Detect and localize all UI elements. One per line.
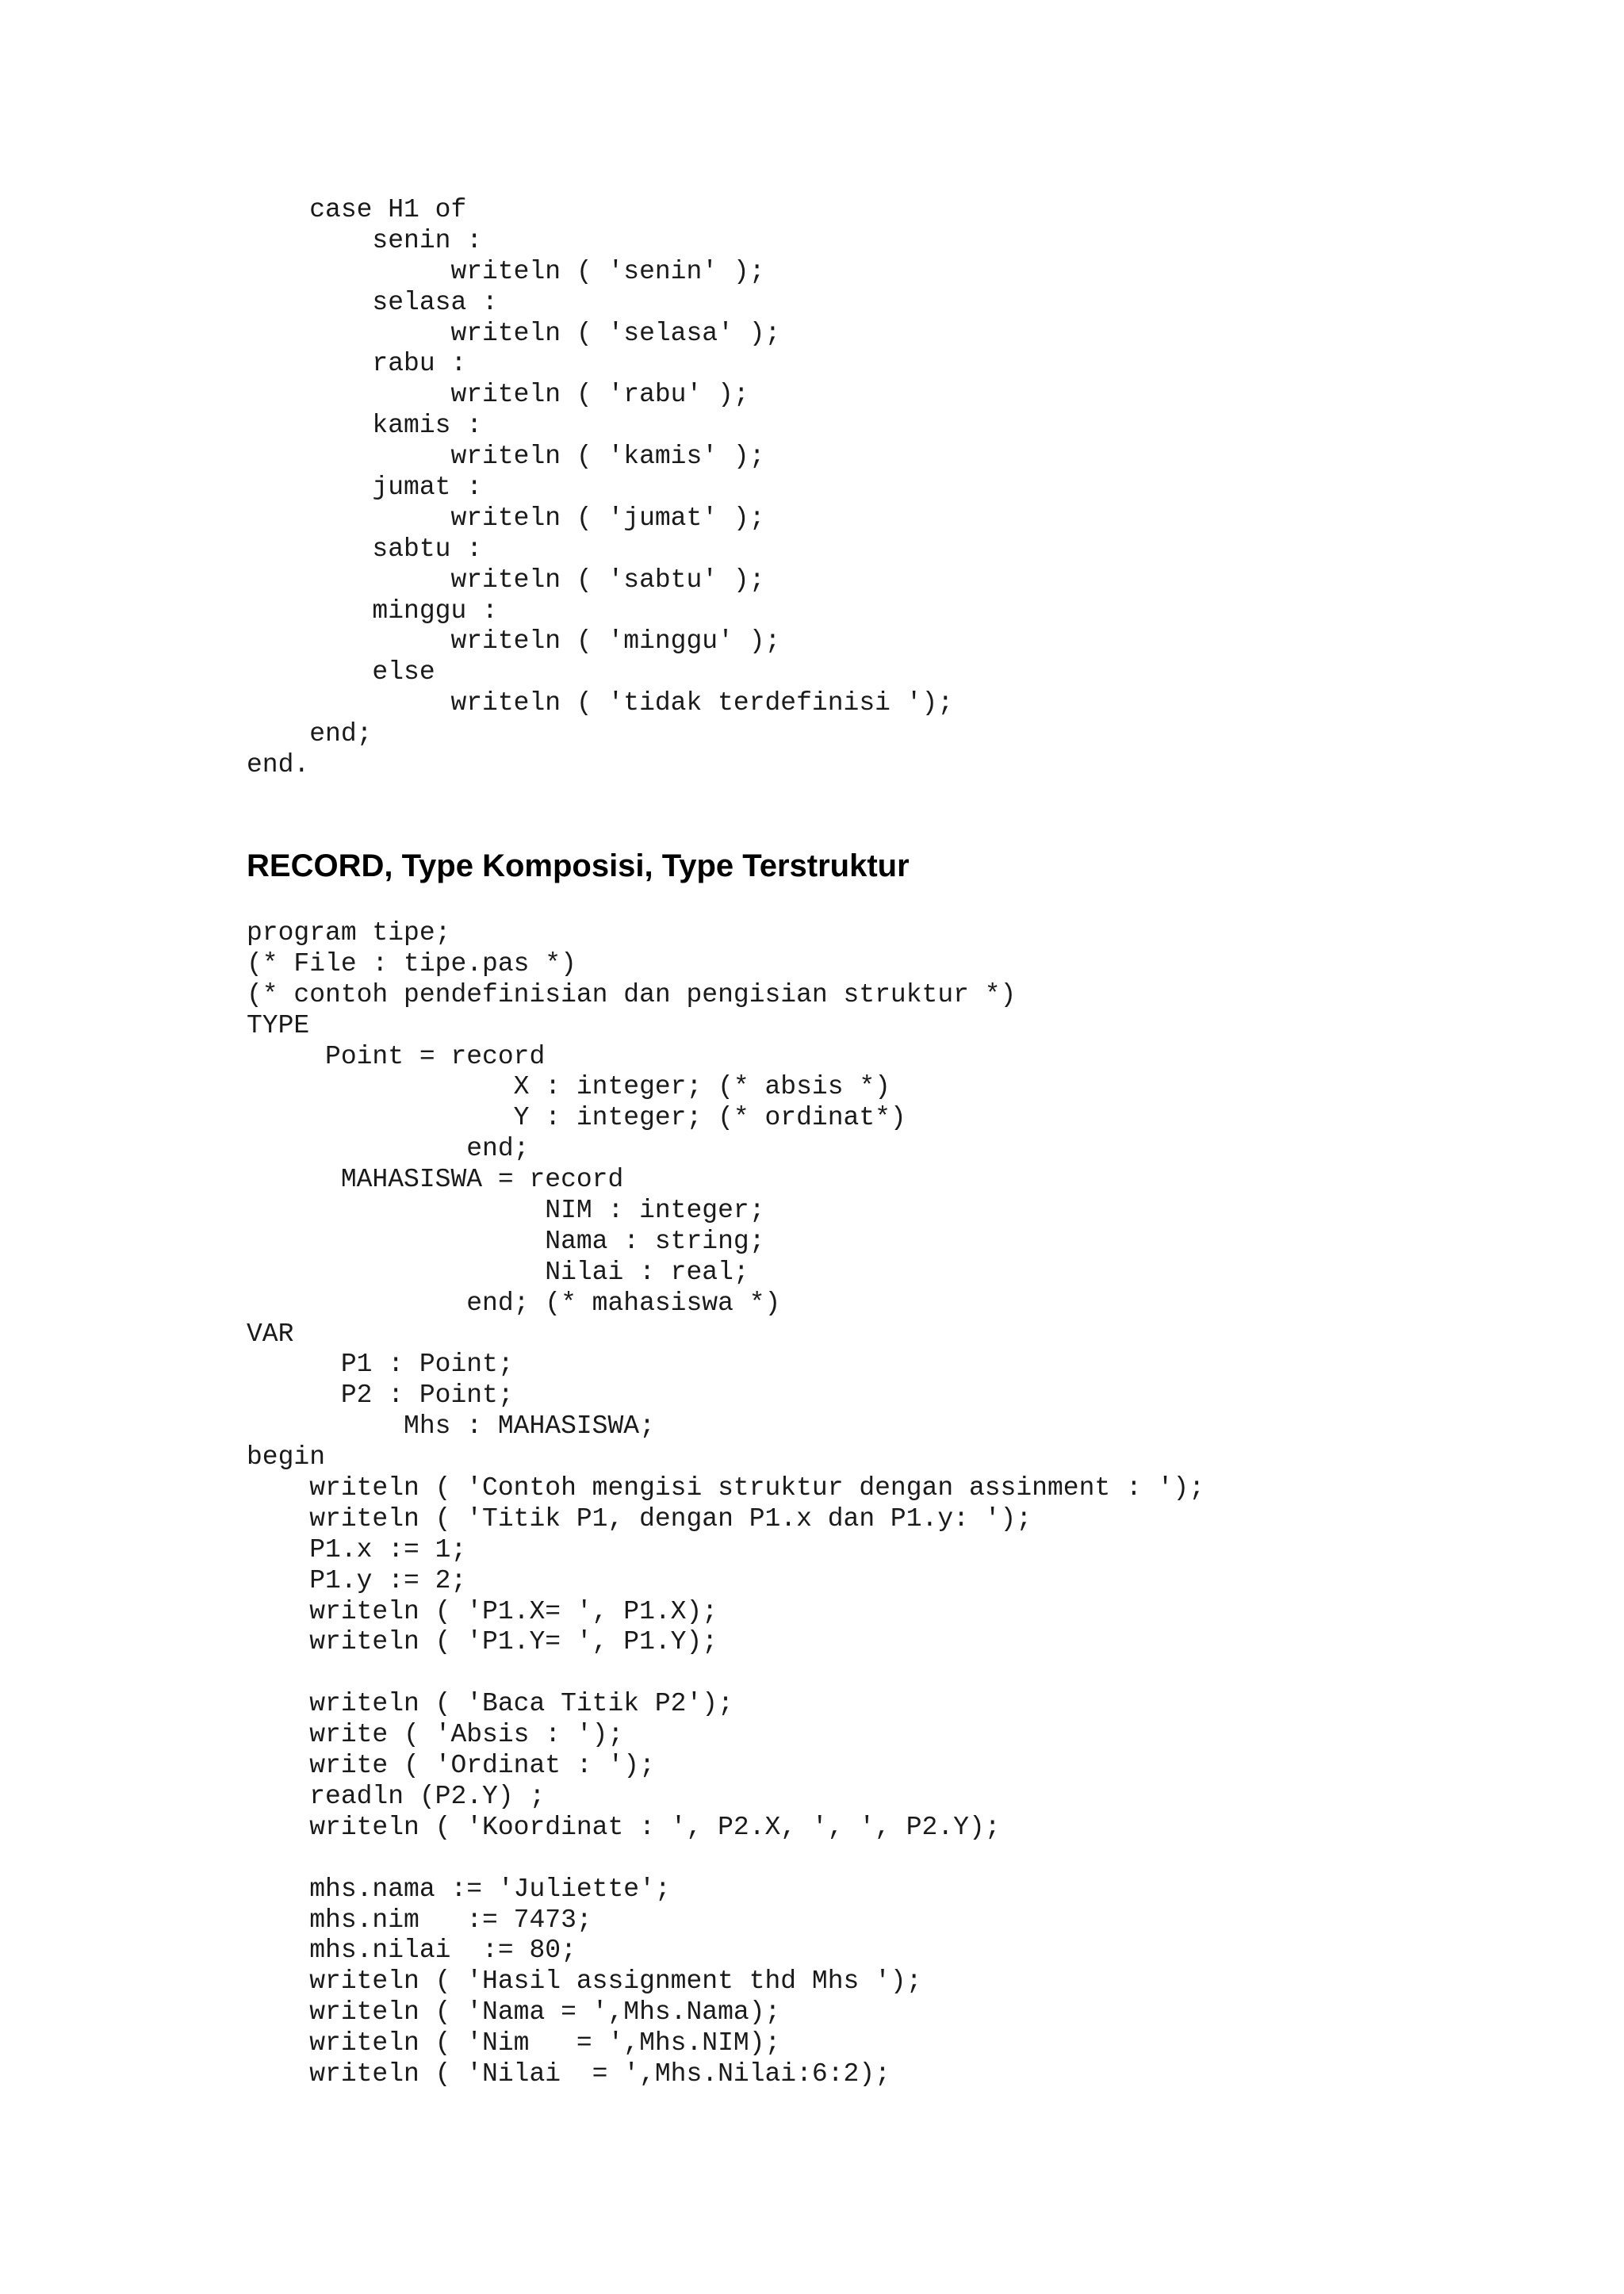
code-line: jumat :: [247, 473, 483, 503]
code-line: end;: [247, 719, 373, 749]
code-line: writeln ( 'selasa' );: [247, 318, 781, 348]
code-line: mhs.nilai := 80;: [247, 1936, 576, 1966]
code-line: writeln ( 'sabtu' );: [247, 565, 765, 595]
code-line: NIM : integer;: [247, 1196, 765, 1226]
code-line: readln (P2.Y) ;: [247, 1781, 546, 1811]
code-line: rabu :: [247, 349, 467, 379]
code-line: Nama : string;: [247, 1226, 765, 1256]
code-line: case H1 of: [247, 195, 467, 224]
code-line: P1.x := 1;: [247, 1534, 467, 1564]
code-line: writeln ( 'P1.X= ', P1.X);: [247, 1596, 718, 1626]
code-line: Mhs : MAHASISWA;: [247, 1411, 655, 1442]
code-line: minggu :: [247, 596, 498, 626]
code-line: write ( 'Ordinat : ');: [247, 1751, 655, 1781]
code-line: writeln ( 'Hasil assignment thd Mhs ');: [247, 1967, 922, 1997]
code-line: P2 : Point;: [247, 1381, 514, 1411]
code-line: sabtu :: [247, 534, 483, 564]
code-line: write ( 'Absis : ');: [247, 1720, 624, 1750]
code-line: P1 : Point;: [247, 1350, 514, 1380]
code-line: writeln ( 'P1.Y= ', P1.Y);: [247, 1627, 718, 1657]
code-line: end; (* mahasiswa *): [247, 1288, 781, 1318]
code-line: Nilai : real;: [247, 1257, 749, 1287]
code-line: end.: [247, 750, 310, 780]
code-line: program tipe;: [247, 918, 451, 948]
code-line: writeln ( 'Baca Titik P2');: [247, 1689, 733, 1719]
code-line: X : integer; (* absis *): [247, 1072, 891, 1102]
code-line: (* contoh pendefinisian dan pengisian struktur *): [247, 979, 1017, 1009]
code-line: writeln ( 'Nim = ',Mhs.NIM);: [247, 2028, 781, 2058]
code-line: writeln ( 'tidak terdefinisi ');: [247, 688, 954, 718]
code-line: mhs.nim := 7473;: [247, 1905, 592, 1935]
code-line: TYPE: [247, 1010, 310, 1040]
code-line: kamis :: [247, 411, 483, 441]
code-line: P1.y := 2;: [247, 1565, 467, 1595]
code-line: begin: [247, 1442, 326, 1473]
code-line: Point = record: [247, 1041, 546, 1071]
code-line: selasa :: [247, 287, 498, 317]
code-line: writeln ( 'Contoh mengisi struktur dengan assinment : ');: [247, 1473, 1205, 1503]
code-line: writeln ( 'Nama = ',Mhs.Nama);: [247, 1997, 781, 2028]
code-line: writeln ( 'senin' );: [247, 256, 765, 286]
code-line: writeln ( 'kamis' );: [247, 442, 765, 472]
code-block-record: [247, 918, 1205, 2090]
code-line: mhs.nama := 'Juliette';: [247, 1874, 671, 1904]
code-line: VAR: [247, 1319, 294, 1349]
code-line: writeln ( 'minggu' );: [247, 626, 781, 657]
code-line: else: [247, 657, 435, 687]
code-line: senin :: [247, 225, 483, 255]
code-line: (* File : tipe.pas *): [247, 948, 576, 978]
code-line: [247, 1844, 1205, 1875]
code-line: [247, 1658, 1205, 1689]
code-line: MAHASISWA = record: [247, 1165, 624, 1195]
code-line: Y : integer; (* ordinat*): [247, 1103, 906, 1133]
code-line: writeln ( 'Nilai = ',Mhs.Nilai:6:2);: [247, 2058, 891, 2089]
code-line: writeln ( 'rabu' );: [247, 380, 749, 410]
code-line: writeln ( 'jumat' );: [247, 503, 765, 533]
code-line: writeln ( 'Titik P1, dengan P1.x dan P1.y: ');: [247, 1503, 1032, 1534]
code-line: writeln ( 'Koordinat : ', P2.X, ', ', P2.Y);: [247, 1812, 1001, 1842]
section-heading: RECORD, Type Komposisi, Type Terstruktur: [247, 848, 910, 883]
code-block-case: [247, 195, 953, 781]
code-line: end;: [247, 1134, 530, 1164]
